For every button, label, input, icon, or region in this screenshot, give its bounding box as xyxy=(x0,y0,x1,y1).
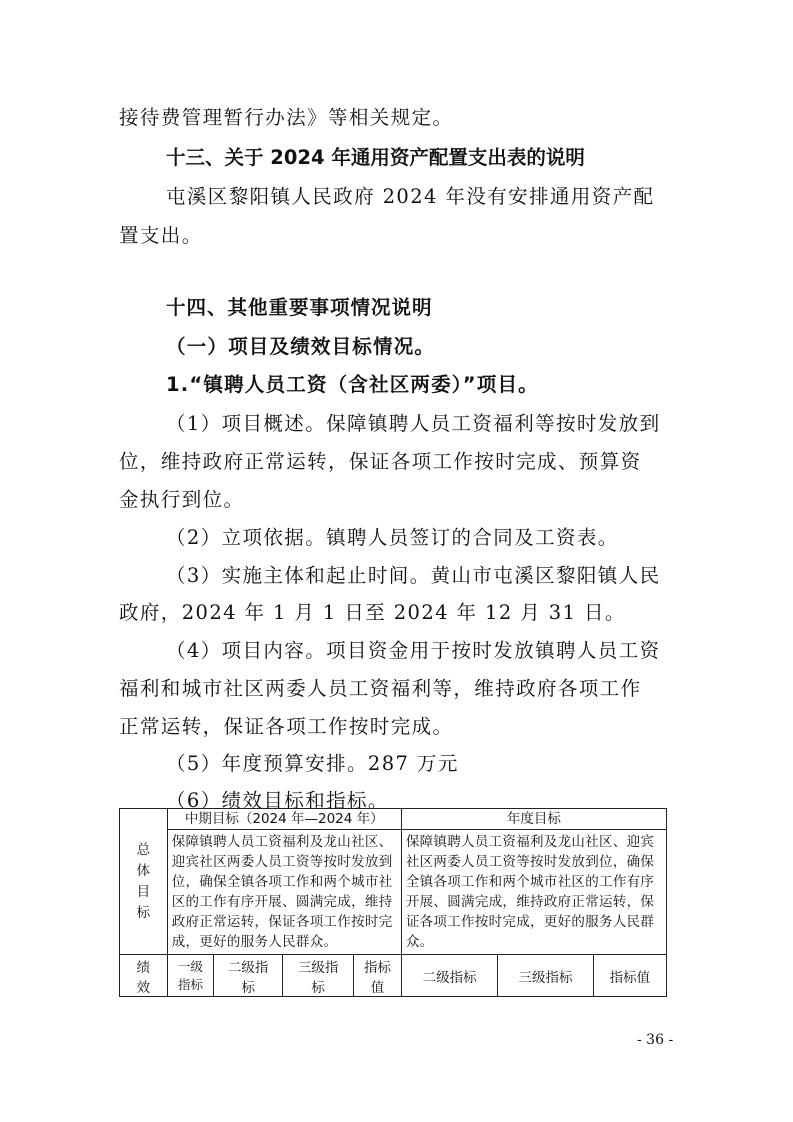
paragraph-line: 屯溪区黎阳镇人民政府 2024 年没有安排通用资产配 xyxy=(166,185,655,208)
paragraph-line: 政府，2024 年 1 月 1 日至 2024 年 12 月 31 日。 xyxy=(119,601,626,624)
paragraph-line: 正常运转，保证各项工作按时完成。 xyxy=(119,715,454,738)
section-heading-14: 十四、其他重要事项情况说明 xyxy=(166,296,433,319)
level3-indicator-header: 三级指 标 xyxy=(283,955,354,997)
level1-indicator-header: 一级 指标 xyxy=(167,955,214,997)
paragraph-line: 福利和城市社区两委人员工资福利等，维持政府各项工作 xyxy=(119,677,642,700)
mid-term-goal-cell xyxy=(167,830,401,955)
annual-goal-cell xyxy=(401,830,666,955)
overall-goal-label-cell xyxy=(120,809,168,955)
level2-indicator-header: 二级指 标 xyxy=(214,955,283,997)
subsection-heading: （一）项目及绩效目标情况。 xyxy=(166,335,436,358)
paragraph-continuation: 接待费管理暂行办法》等相关规定。 xyxy=(119,106,454,129)
paragraph-line: （5）年度预算安排。287 万元 xyxy=(166,752,459,775)
page-number: - 36 - xyxy=(637,1032,674,1048)
paragraph-line: （4）项目内容。项目资金用于按时发放镇聘人员工资 xyxy=(166,639,661,662)
mid-term-goal-text: 保障镇聘人员工资福利及龙山社区、迎宾社区两委人员工资等按时发放到位，确保全镇各项工作和两个城市社区的工作有序开展、圆满完成，维持政府正常运转，保证各项工作按时完成，更好的服务人民群众。 xyxy=(171,834,393,950)
paragraph-line: 位，维持政府正常运转，保证各项工作按时完成、预算资 xyxy=(119,450,642,473)
annual-level3-indicator-header: 三级指标 xyxy=(498,955,593,997)
item-heading: 1.“镇聘人员工资（含社区两委）”项目。 xyxy=(166,373,539,396)
annual-goal-text: 保障镇聘人员工资福利及龙山社区、迎宾社区两委人员工资等按时发放到位，确保全镇各项工作和两个城市社区的工作有序开展、圆满完成，维持政府正常运转，保证各项工作按时完成，更好的服务人民群众。 xyxy=(405,834,655,950)
mid-term-goal-header: 中期目标（2024 年—2024 年） xyxy=(167,809,401,830)
performance-goals-table xyxy=(119,808,667,997)
annual-indicator-value-header: 指标值 xyxy=(593,955,666,997)
paragraph-line: （1）项目概述。保障镇聘人员工资福利等按时发放到 xyxy=(166,412,661,435)
annual-level2-indicator-header: 二级指标 xyxy=(401,955,498,997)
overall-goal-label: 总 体 目 标 xyxy=(136,841,151,921)
paragraph-line: 置支出。 xyxy=(119,224,203,247)
annual-goal-header: 年度目标 xyxy=(401,809,666,830)
performance-label-cell: 绩 效 xyxy=(120,955,168,997)
paragraph-line: （2）立项依据。镇聘人员签订的合同及工资表。 xyxy=(166,526,619,549)
paragraph-line: （3）实施主体和起止时间。黄山市屯溪区黎阳镇人民 xyxy=(166,564,661,587)
paragraph-line: 金执行到位。 xyxy=(119,488,245,511)
section-heading-13: 十三、关于 2024 年通用资产配置支出表的说明 xyxy=(166,146,585,169)
paragraph-line: （6）绩效目标和指标。 xyxy=(166,789,389,812)
indicator-value-header: 指标 值 xyxy=(354,955,402,997)
